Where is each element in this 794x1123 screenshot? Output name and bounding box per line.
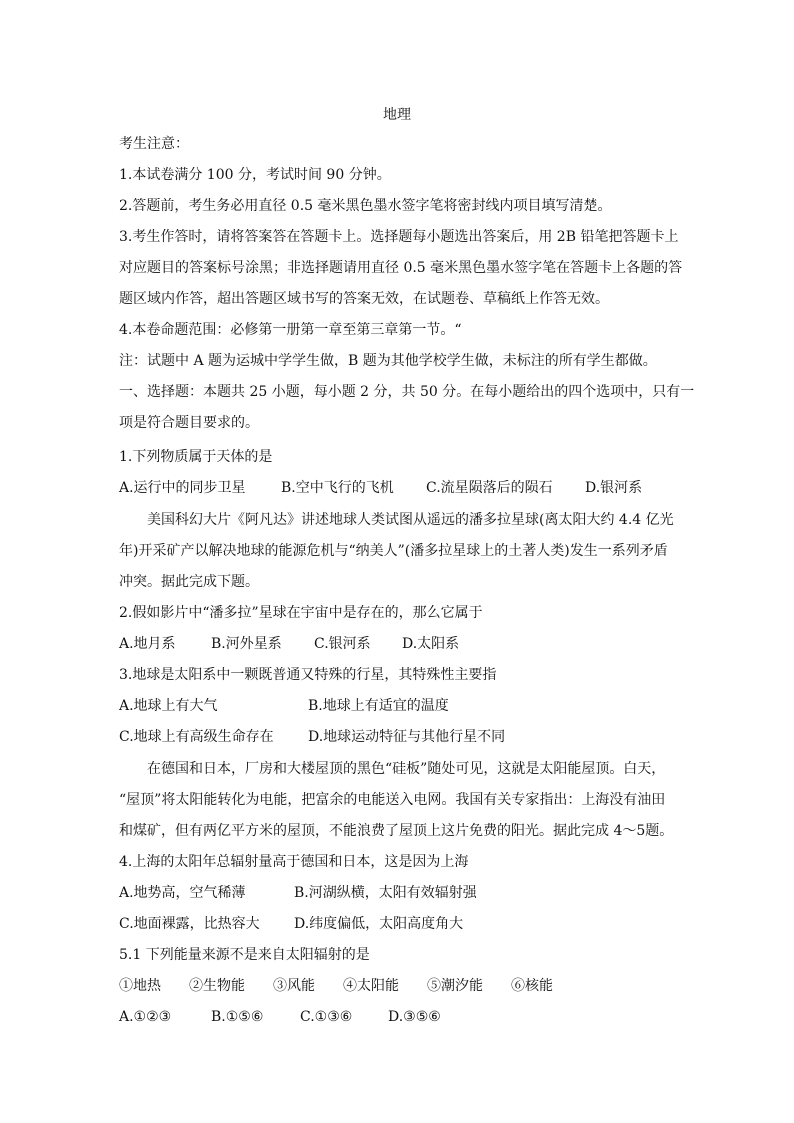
question-2-stem: 2.假如影片中“潘多拉”星球在宇宙中是存在的，那么它属于 — [119, 605, 483, 621]
q2-option-b: B.河外星系 — [211, 636, 282, 652]
passage-2-line-2: “屋顶”将太阳能转化为电能，把富余的电能送入电网。我国有关专家指出：上海没有油田 — [119, 792, 666, 808]
notice-line-3: 3.考生作答时，请将答案答在答题卡上。选择题每小题选出答案后，用 2B 铅笔把答题卡上 — [119, 229, 679, 245]
section-heading: 一、选择题：本题共 25 小题，每小题 2 分，共 50 分。在每小题给出的四个选项中，只有一 — [119, 384, 695, 400]
q5-item-2: ②生物能 — [189, 978, 245, 994]
q1-option-a: A.运行中的同步卫星 — [119, 480, 246, 496]
q3-option-b: B.地球上有适宜的温度 — [308, 698, 449, 714]
notice-line-3-cont2: 题区域内作答，超出答题区域书写的答案无效，在试题卷、草稿纸上作答无效。 — [119, 291, 609, 307]
q3-option-d: D.地球运动特征与其他行星不同 — [308, 729, 506, 745]
notice-line-4: 4.本卷命题范围：必修第一册第一章至第三章第一节。“ — [119, 322, 462, 338]
q1-option-d: D.银河系 — [585, 480, 643, 496]
q5-option-c: C.①③⑥ — [300, 1009, 353, 1025]
q3-option-c: C.地球上有高级生命存在 — [119, 729, 274, 745]
q1-option-c: C.流星陨落后的陨石 — [426, 480, 553, 496]
q5-option-a: A.①②③ — [119, 1009, 172, 1025]
question-3-stem: 3.地球是太阳系中一颗既普通又特殊的行星，其特殊性主要指 — [119, 667, 497, 683]
q5-item-4: ④太阳能 — [343, 978, 399, 994]
notice-heading: 考生注意： — [119, 136, 189, 152]
q2-option-d: D.太阳系 — [402, 636, 460, 652]
notice-line-2: 2.答题前，考生务必用直径 0.5 毫米黑色墨水签字笔将密封线内项目填写清楚。 — [119, 198, 612, 214]
q4-option-b: B.河湖纵横，太阳有效辐射强 — [294, 885, 477, 901]
section-heading-cont: 项是符合题目要求的。 — [119, 415, 259, 431]
q1-option-b: B.空中飞行的飞机 — [281, 480, 394, 496]
notice-line-3-cont: 对应题目的答案标号涂黑；非选择题请用直径 0.5 毫米黑色墨水签字笔在答题卡上各题的答 — [119, 260, 683, 276]
q5-item-6: ⑥核能 — [511, 978, 553, 994]
passage-1-line-2: 年)开采矿产以解决地球的能源危机与“纳美人”(潘多拉星球上的土著人类)发生一系列矛盾 — [119, 543, 668, 559]
q4-option-d: D.纬度偏低，太阳高度角大 — [294, 916, 464, 932]
passage-2-line-3: 和煤矿，但有两亿平方米的屋顶，不能浪费了屋顶上这片免费的阳光。据此完成 4～5题。 — [119, 823, 674, 839]
q3-option-a: A.地球上有大气 — [119, 698, 218, 714]
q4-option-a: A.地势高，空气稀薄 — [119, 885, 246, 901]
q5-item-3: ③风能 — [273, 978, 315, 994]
passage-1-line-3: 冲突。据此完成下题。 — [119, 574, 259, 590]
page-title: 地理 — [383, 107, 411, 123]
q5-option-b: B.①⑤⑥ — [211, 1009, 264, 1025]
exam-note: 注：试题中 A 题为运城中学学生做，B 题为其他学校学生做，未标注的所有学生都做。 — [119, 353, 657, 369]
q5-option-d: D.③⑤⑥ — [388, 1009, 441, 1025]
q4-option-c: C.地面裸露，比热容大 — [119, 916, 260, 932]
question-5-stem: 5.1 下列能量来源不是来自太阳辐射的是 — [119, 947, 370, 963]
question-1-stem: 1.下列物质属于天体的是 — [119, 449, 273, 465]
q5-item-1: ①地热 — [119, 978, 161, 994]
notice-line-1: 1.本试卷满分 100 分，考试时间 90 分钟。 — [119, 167, 391, 183]
passage-2-line-1: 在德国和日本，厂房和大楼屋顶的黑色“硅板”随处可见，这就是太阳能屋顶。白天， — [147, 761, 666, 777]
q2-option-a: A.地月系 — [119, 636, 176, 652]
q5-item-5: ⑤潮汐能 — [427, 978, 483, 994]
passage-1-line-1: 美国科幻大片《阿凡达》讲述地球人类试图从遥远的潘多拉星球(离太阳大约 4.4 亿光 — [147, 512, 674, 528]
question-4-stem: 4.上海的太阳年总辐射量高于德国和日本，这是因为上海 — [119, 854, 469, 870]
q2-option-c: C.银河系 — [314, 636, 371, 652]
